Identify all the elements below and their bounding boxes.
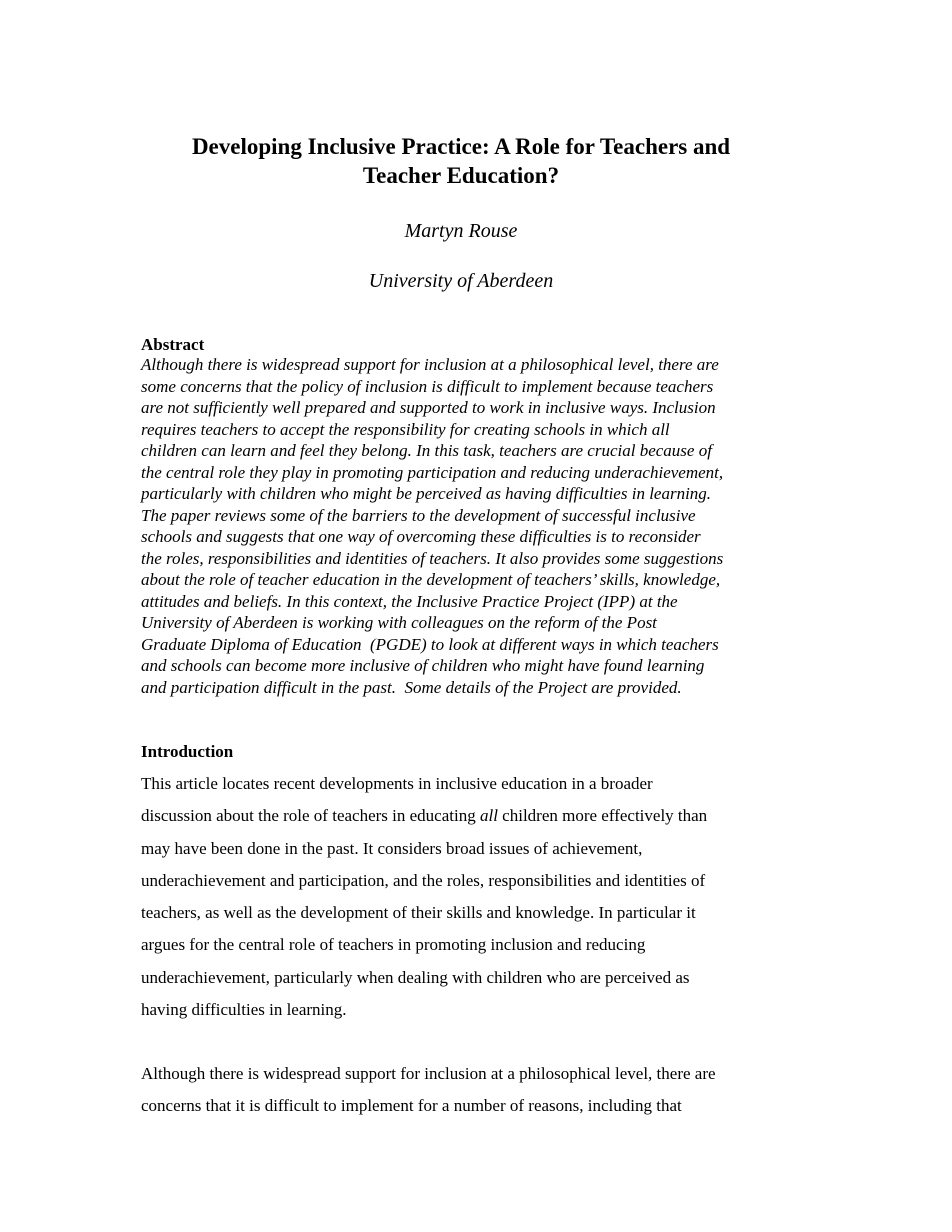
abstract-line: attitudes and beliefs. In this context, the Inclusive Practice Project (IPP) at the <box>141 591 678 611</box>
body-line <box>141 800 821 832</box>
emphasis-all: all <box>479 806 498 826</box>
abstract-line: are not sufficiently well prepared and supported to work in inclusive ways. Inclusion <box>141 398 716 417</box>
body-line: teachers, as well as the development of their skills and knowledge. In particular it <box>141 903 696 923</box>
title-line: Developing Inclusive Practice: A Role for Teachers and <box>191 134 731 159</box>
author-name: Martyn Rouse <box>404 220 518 242</box>
abstract-line: the roles, responsibilities and identities of teachers. It also provides some suggestions <box>141 548 724 568</box>
body-line: having difficulties in learning. <box>141 1000 347 1020</box>
abstract-heading: Abstract <box>141 335 205 354</box>
author-affiliation: University of Aberdeen <box>368 270 554 292</box>
body-text: children more effectively than <box>497 806 708 826</box>
abstract-line: requires teachers to accept the responsibility for creating schools in which all <box>141 419 670 439</box>
abstract-line: The paper reviews some of the barriers to the development of successful inclusive <box>141 505 696 525</box>
introduction-heading: Introduction <box>141 742 234 761</box>
body-line: underachievement, particularly when dealing with children who are perceived as <box>141 967 690 987</box>
abstract-line: and participation difficult in the past. Some details of the Project are provided. <box>141 677 682 697</box>
body-line: argues for the central role of teachers in promoting inclusion and reducing <box>141 935 646 955</box>
abstract-line: Graduate Diploma of Education (PGDE) to look at different ways in which teachers <box>141 634 719 654</box>
abstract-line: children can learn and feel they belong. In this task, teachers are crucial because of <box>141 441 712 460</box>
body-line: concerns that it is difficult to implement for a number of reasons, including that <box>141 1096 682 1116</box>
title-line: Teacher Education? <box>362 163 560 188</box>
abstract-line: particularly with children who might be perceived as having difficulties in learning. <box>141 484 712 503</box>
abstract-text <box>141 354 821 698</box>
abstract-line: Although there is widespread support for inclusion at a philosophical level, there are <box>141 355 719 374</box>
introduction-paragraph-1 <box>141 768 821 1026</box>
abstract-line: about the role of teacher education in the development of teachers’ skills, knowledge, <box>141 570 721 589</box>
abstract-line: University of Aberdeen is working with colleagues on the reform of the Post <box>141 613 657 632</box>
abstract-line: schools and suggests that one way of overcoming these difficulties is to reconsider <box>141 527 701 546</box>
body-text: discussion about the role of teachers in educating <box>141 806 480 826</box>
body-line: underachievement and participation, and the roles, responsibilities and identities of <box>141 870 706 890</box>
abstract-line: the central role they play in promoting participation and reducing underachievement, <box>141 462 724 482</box>
abstract-line: some concerns that the policy of inclusion is difficult to implement because teachers <box>141 376 714 396</box>
body-line: may have been done in the past. It considers broad issues of achievement, <box>141 838 643 858</box>
abstract-line: and schools can become more inclusive of children who might have found learning <box>141 656 705 675</box>
introduction-paragraph-2 <box>141 1058 821 1123</box>
paper-title <box>0 132 922 190</box>
body-line: Although there is widespread support for inclusion at a philosophical level, there are <box>141 1064 716 1083</box>
body-line: This article locates recent developments in inclusive education in a broader <box>141 774 653 793</box>
